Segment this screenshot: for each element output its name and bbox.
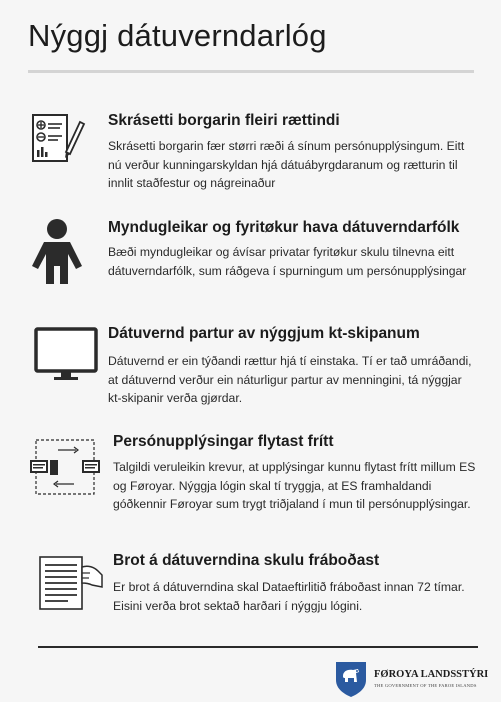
section-body: Bæði myndugleikar og ávísar privatar fyritøkur skulu tilnevna eitt dátuverndarfólk, sum ráðgeva í spurningum um persónupplýsingar xyxy=(108,245,467,278)
coat-of-arms-icon xyxy=(334,660,368,698)
section-heading: Persónupplýsingar flytast frítt xyxy=(113,433,334,450)
logo-subtitle: THE GOVERNMENT OF THE FAROE ISLANDS xyxy=(374,683,477,688)
logo-title: FØROYA LANDSSTÝRI xyxy=(374,669,489,680)
section-heading: Dátuvernd partur av nýggjum kt-skipanum xyxy=(108,325,420,342)
document-checklist-icon xyxy=(30,112,86,166)
monitor-icon xyxy=(34,327,98,383)
government-logo xyxy=(334,660,494,698)
section-body: Er brot á dátuverndina skal Dataeftirlitið fráboðast innan 72 tímar. Eisini verða brot sektað harðari í nýggju lógini. xyxy=(113,580,465,613)
page-title: Nýggj dátuverndarlóg xyxy=(28,18,327,53)
section-body: Talgildi veruleikin krevur, at upplýsingar kunnu flytast frítt millum ES og Føroyar. Nýggja lógin skal tí tryggja, at ES framhaldandi góðkennir Føroyar sum trygt triðjaland í mun til persónupplýsingar. xyxy=(113,460,476,511)
person-icon xyxy=(26,218,88,286)
title-divider xyxy=(28,70,474,73)
section-heading: Brot á dátuverndina skulu fráboðast xyxy=(113,552,380,569)
section-heading: Myndugleikar og fyritøkur hava dátuverndarfólk xyxy=(108,219,460,236)
section-body: Skrásetti borgarin fær størri ræði á sínum persónupplýsingum. Eitt nú verður kunningarskyldan hjá dátuábyrgdaranum og rætturin til innlit staðfestur og nágreinaður xyxy=(108,139,465,190)
section-body: Dátuvernd er ein týðandi rættur hjá tí einstaka. Tí er tað umráðandi, at dátuvernd verður ein náturligur partur av menningini, tá nýggjar kt-skipanir verða gjørdar. xyxy=(108,354,472,405)
hand-document-icon xyxy=(36,553,104,613)
footer-divider xyxy=(38,646,478,648)
data-transfer-icon xyxy=(28,438,102,496)
section-heading: Skrásetti borgarin fleiri rættindi xyxy=(108,112,340,129)
